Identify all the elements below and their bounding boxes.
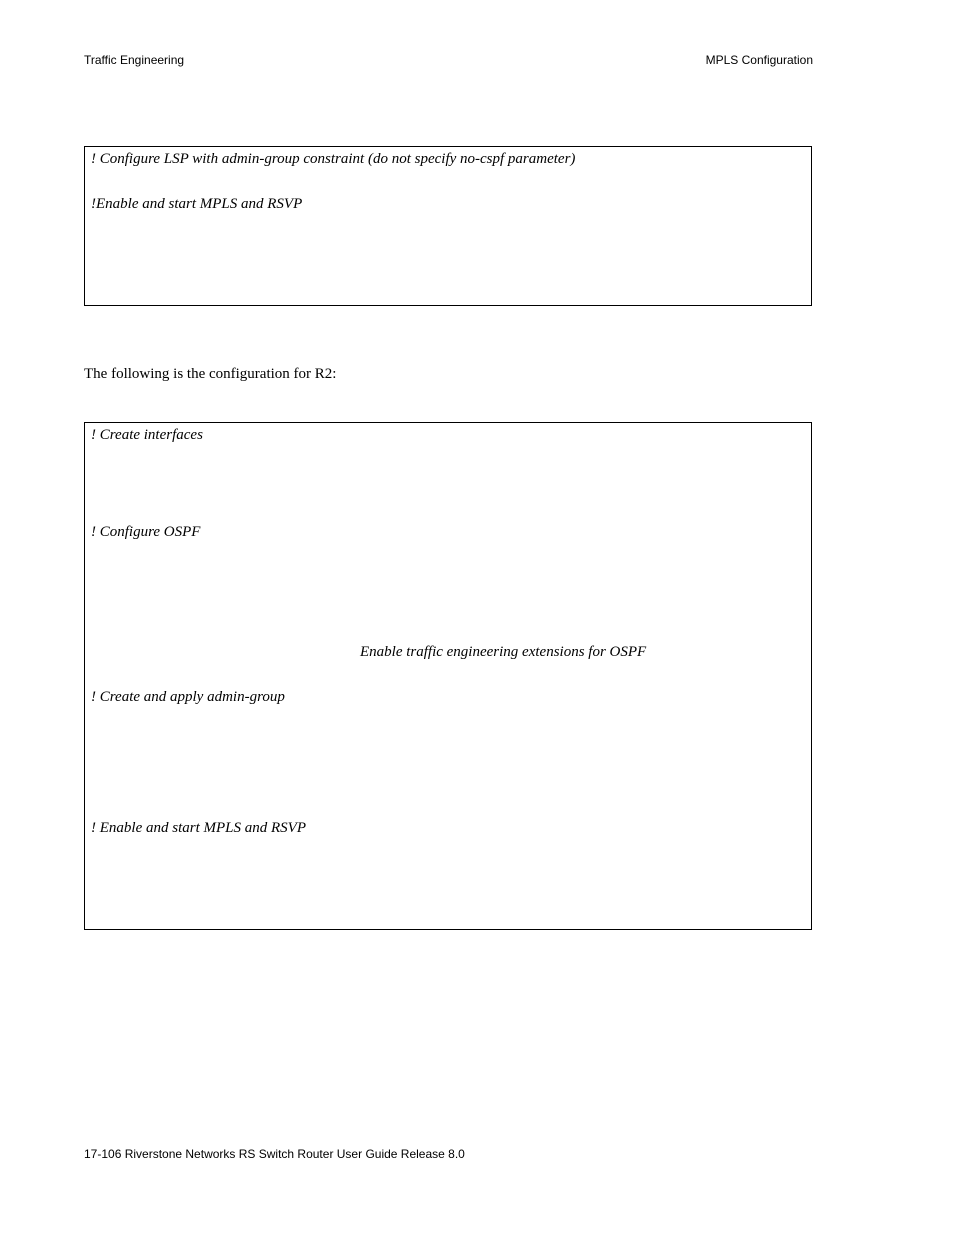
- comment-create-interfaces: ! Create interfaces: [91, 427, 203, 443]
- comment-te-extensions: Enable traffic engineering extensions for OSPF: [360, 644, 647, 660]
- running-header-left: Traffic Engineering: [84, 53, 185, 67]
- r1-config-box-continued: [84, 146, 812, 306]
- r2-config-box: [84, 422, 812, 930]
- comment-enable-mpls-rsvp: !Enable and start MPLS and RSVP: [91, 196, 303, 212]
- comment-enable-mpls-rsvp-r2: ! Enable and start MPLS and RSVP: [91, 820, 306, 836]
- intro-paragraph: The following is the configuration for R2:: [84, 366, 337, 382]
- comment-configure-lsp: ! Configure LSP with admin-group constraint (do not specify no-cspf parameter): [91, 151, 576, 167]
- comment-admin-group: ! Create and apply admin-group: [91, 689, 285, 705]
- comment-configure-ospf: ! Configure OSPF: [91, 524, 201, 540]
- running-header-right: MPLS Configuration: [705, 53, 813, 67]
- page-footer: 17-106 Riverstone Networks RS Switch Router User Guide Release 8.0: [84, 1147, 465, 1161]
